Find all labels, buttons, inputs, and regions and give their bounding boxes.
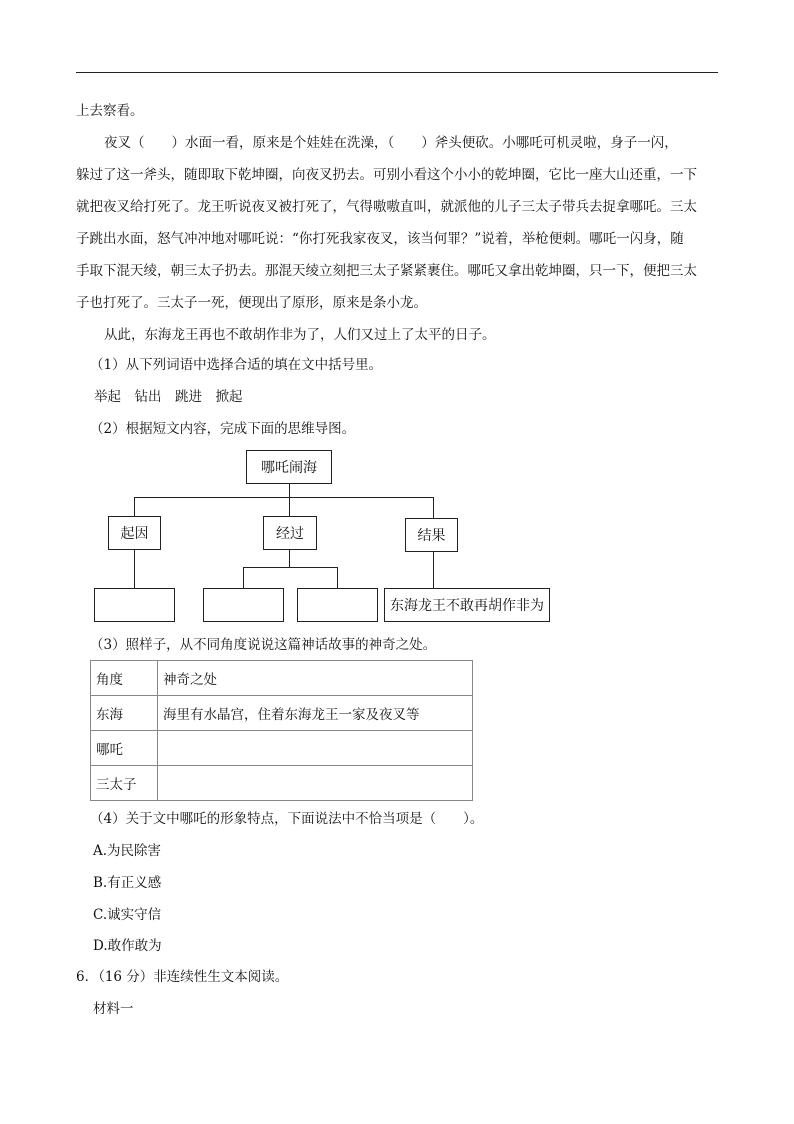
connector-line (337, 567, 338, 588)
table-header-row (91, 661, 473, 696)
header-rule (76, 72, 718, 73)
miracle-table (90, 660, 473, 801)
connector-line (243, 567, 244, 588)
answer-box-process-2[interactable] (297, 588, 378, 622)
answer-box-cause[interactable] (94, 588, 175, 622)
answer-box-process-1[interactable] (203, 588, 284, 622)
table-cell-answer[interactable] (158, 731, 473, 766)
mindmap-result: 结果 (405, 518, 458, 552)
option-a[interactable]: A.为民除害 (93, 843, 162, 859)
option-d[interactable]: D.敢作敢为 (93, 938, 162, 954)
material-heading: 材料一 (93, 1001, 134, 1017)
connector-line (134, 497, 135, 516)
table-cell-angle: 三太子 (91, 766, 158, 801)
mindmap-result-text: 东海龙王不敢再胡作非为 (384, 588, 550, 622)
table-header-cell: 角度 (91, 661, 158, 696)
table-row (91, 696, 473, 731)
connector-line (243, 567, 337, 568)
word-choices: 举起 钻出 跳进 掀起 (94, 389, 243, 405)
passage-line-1: 夜叉（ ）水面一看，原来是个娃娃在洗澡，（ ）斧头便砍。小哪吒可机灵啦，身子一闪， (104, 135, 678, 151)
passage-line-2: 躲过了这一斧头，随即取下乾坤圈，向夜叉扔去。可别小看这个小小的乾坤圈，它比一座大山还重，一下 (76, 167, 697, 183)
table-cell-miracle: 海里有水晶宫，住着东海龙王一家及夜叉等 (158, 696, 473, 731)
table-cell-angle: 东海 (91, 696, 158, 731)
connector-line (433, 497, 434, 518)
table-row (91, 766, 473, 801)
mindmap-cause: 起因 (108, 516, 161, 550)
passage-line-4: 子跳出水面，怒气冲冲地对哪吒说：“你打死我家夜叉，该当何罪？”说着，举枪便刺。哪吒一闪身，随 (76, 231, 684, 247)
question-6-title: 6．（16 分）非连续性生文本阅读。 (76, 969, 289, 985)
mindmap-process: 经过 (263, 516, 317, 550)
option-b[interactable]: B.有正义感 (93, 875, 162, 891)
connector-line (289, 497, 290, 516)
passage-line-7: 从此，东海龙王再也不敢胡作非为了，人们又过上了太平的日子。 (104, 327, 496, 343)
question-4-prompt: （4）关于文中哪吒的形象特点，下面说法中不恰当项是（ ）。 (90, 811, 484, 827)
passage-line-0: 上去察看。 (76, 103, 144, 119)
passage-line-5: 手取下混天绫，朝三太子扔去。那混天绫立刻把三太子紧紧裹住。哪吒又拿出乾坤圈，只一下，便把三太 (76, 263, 697, 279)
option-c[interactable]: C.诚实守信 (93, 907, 162, 923)
passage-line-6: 子也打死了。三太子一死，便现出了原形，原来是条小龙。 (76, 295, 427, 311)
passage-line-3: 就把夜叉给打死了。龙王听说夜叉被打死了，气得嗷嗷直叫，就派他的儿子三太子带兵去捉拿哪吒。三太 (76, 199, 697, 215)
question-3-prompt: （3）照样子，从不同角度说说这篇神话故事的神奇之处。 (90, 637, 437, 653)
table-row (91, 731, 473, 766)
mindmap-root: 哪吒闹海 (246, 450, 332, 484)
table-header-cell: 神奇之处 (158, 661, 473, 696)
connector-line (289, 550, 290, 567)
connector-line (433, 552, 434, 588)
question-2-prompt: （2）根据短文内容，完成下面的思维导图。 (90, 421, 356, 437)
connector-line (134, 550, 135, 588)
table-cell-angle: 哪吒 (91, 731, 158, 766)
connector-line (289, 484, 290, 497)
question-1-prompt: （1）从下列词语中选择合适的填在文中括号里。 (90, 357, 383, 373)
connector-line (134, 497, 433, 498)
table-cell-answer[interactable] (158, 766, 473, 801)
